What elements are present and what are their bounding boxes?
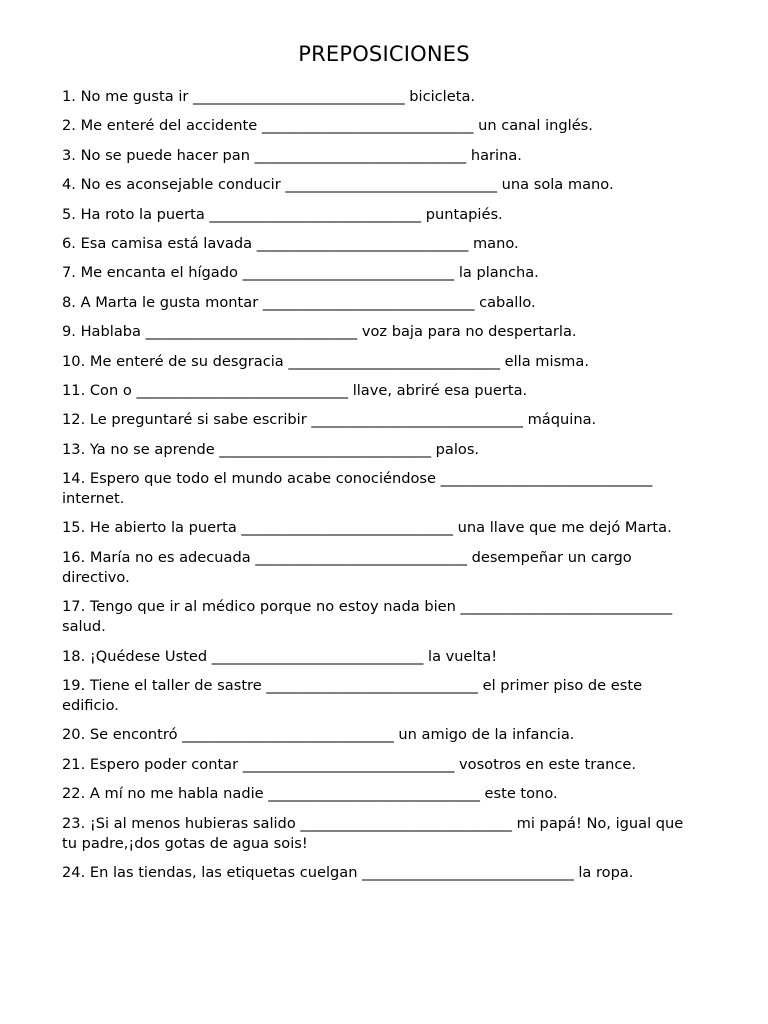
exercise-number: 1. [62,88,76,105]
exercise-number: 7. [62,264,76,282]
exercise-item [62,116,694,136]
exercise-text-before: Ha roto la puerta [80,205,205,223]
exercise-text-after: internet. [62,490,125,508]
answer-blank: _____________________________ [182,726,394,744]
answer-blank: _____________________________ [241,519,454,537]
answer-blank: _____________________________ [242,755,455,773]
exercise-item [62,469,694,509]
exercise-item [62,597,694,637]
exercise-text-after: desempeñar un cargo directivo. [62,548,632,586]
exercise-text-before: Espero que todo el mundo acabe conociéndose [89,470,437,488]
answer-blank: _____________________________ [256,234,469,252]
exercise-text-before: Me enteré del accidente [80,117,258,135]
answer-blank: _____________________________ [285,176,497,194]
exercise-item [62,293,694,313]
exercise-text-before: A mí no me habla nadie [89,785,264,803]
exercise-item [62,814,694,854]
exercise-item [62,263,694,283]
exercise-text-after: ella misma. [504,352,589,370]
exercise-text-after: salud. [62,618,106,636]
exercise-text-before: No es aconsejable conducir [80,176,281,194]
exercise-text-before: Hablaba [80,323,141,341]
exercise-text-before: María no es adecuada [89,548,251,566]
exercise-number: 21. [62,755,86,773]
exercise-text-before: No me gusta ir [80,88,189,105]
answer-blank: _____________________________ [288,352,500,370]
exercise-text-before: Me enteré de su desgracia [89,352,284,370]
exercise-item [62,322,694,342]
exercise-number: 15. [62,519,86,537]
exercise-item [62,205,694,225]
exercise-number: 2. [62,117,76,135]
exercise-list [62,87,694,892]
page-title: PREPOSICIONES [298,42,470,66]
exercise-number: 18. [62,647,86,665]
exercise-item [62,725,694,745]
exercise-item [62,647,694,667]
exercise-item [62,234,694,254]
exercise-text-before: No se puede hacer pan [80,146,250,164]
exercise-text-before: A Marta le gusta montar [80,293,259,311]
answer-blank: _____________________________ [242,264,455,282]
exercise-item [62,146,694,166]
exercise-item [62,548,694,588]
exercise-item [62,381,694,401]
exercise-number: 6. [62,234,76,252]
answer-blank: _____________________________ [460,598,673,616]
exercise-number: 16. [62,548,86,566]
exercise-text-after: máquina. [527,411,597,429]
exercise-number: 17. [62,598,86,616]
answer-blank: _____________________________ [266,677,478,695]
exercise-text-before: Se encontró [89,726,178,744]
exercise-item [62,440,694,460]
exercise-item [62,676,694,716]
exercise-text-after: puntapiés. [425,205,503,223]
answer-blank: _____________________________ [211,647,424,665]
exercise-number: 11. [62,381,86,399]
exercise-text-before: ¡Si al menos hubieras salido [89,814,296,832]
exercise-text-after: mi papá! No, igual que tu padre,¡dos gotas de agua sois! [62,814,684,852]
exercise-text-after: harina. [470,146,522,164]
exercise-text-after: bicicleta. [409,88,476,105]
exercise-number: 5. [62,205,76,223]
answer-blank: _____________________________ [262,293,475,311]
exercise-text-before: En las tiendas, las etiquetas cuelgan [89,863,358,881]
answer-blank: _____________________________ [136,381,349,399]
exercise-item [62,410,694,430]
answer-blank: _____________________________ [261,117,474,135]
exercise-text-after: la vuelta! [428,647,498,665]
exercise-text-before: Esa camisa está lavada [80,234,253,252]
exercise-text-after: palos. [435,440,480,458]
exercise-number: 8. [62,293,76,311]
exercise-text-after: este tono. [484,785,558,803]
exercise-text-after: voz baja para no despertarla. [361,323,577,341]
exercise-text-after: un amigo de la infancia. [398,726,575,744]
exercise-text-after: una llave que me dejó Marta. [457,519,672,537]
exercise-text-after: caballo. [479,293,536,311]
exercise-text-before: Me encanta el hígado [80,264,238,282]
exercise-item [62,863,694,883]
exercise-number: 23. [62,814,86,832]
exercise-item [62,518,694,538]
answer-blank: _____________________________ [255,548,467,566]
exercise-number: 24. [62,863,86,881]
answer-blank: _____________________________ [311,411,523,429]
exercise-text-before: Le preguntaré si sabe escribir [89,411,307,429]
answer-blank: _____________________________ [193,88,405,105]
exercise-number: 9. [62,323,76,341]
exercise-text-after: la ropa. [578,863,634,881]
exercise-number: 10. [62,352,86,370]
exercise-number: 3. [62,146,76,164]
exercise-number: 14. [62,470,86,488]
exercise-text-after: el primer piso de este edificio. [62,677,643,715]
exercise-text-before: Tiene el taller de sastre [89,677,262,695]
exercise-number: 13. [62,440,86,458]
exercise-item [62,755,694,775]
exercise-text-before: Ya no se aprende [89,440,215,458]
exercise-text-before: Espero poder contar [89,755,239,773]
answer-blank: _____________________________ [254,146,467,164]
answer-blank: _____________________________ [219,440,431,458]
exercise-number: 22. [62,785,86,803]
exercise-text-after: vosotros en este trance. [459,755,637,773]
answer-blank: _____________________________ [362,863,574,881]
exercise-text-after: mano. [472,234,519,252]
exercise-text-after: la plancha. [458,264,539,282]
answer-blank: _____________________________ [300,814,512,832]
answer-blank: _____________________________ [145,323,358,341]
exercise-item [62,175,694,195]
exercise-text-before: Tengo que ir al médico porque no estoy nada bien [89,598,456,616]
exercise-text-after: una sola mano. [501,176,614,194]
exercise-item [62,352,694,372]
exercise-number: 20. [62,726,86,744]
exercise-number: 19. [62,677,86,695]
answer-blank: _____________________________ [268,785,480,803]
exercise-item [62,784,694,804]
exercise-number: 4. [62,176,76,194]
exercise-text-before: He abierto la puerta [89,519,237,537]
exercise-text-before: Con o [89,381,132,399]
exercise-text-after: llave, abriré esa puerta. [352,381,528,399]
exercise-text-after: un canal inglés. [478,117,593,135]
exercise-text-before: ¡Quédese Usted [89,647,208,665]
answer-blank: _____________________________ [440,470,653,488]
answer-blank: _____________________________ [209,205,422,223]
exercise-item [62,87,694,107]
exercise-number: 12. [62,411,86,429]
